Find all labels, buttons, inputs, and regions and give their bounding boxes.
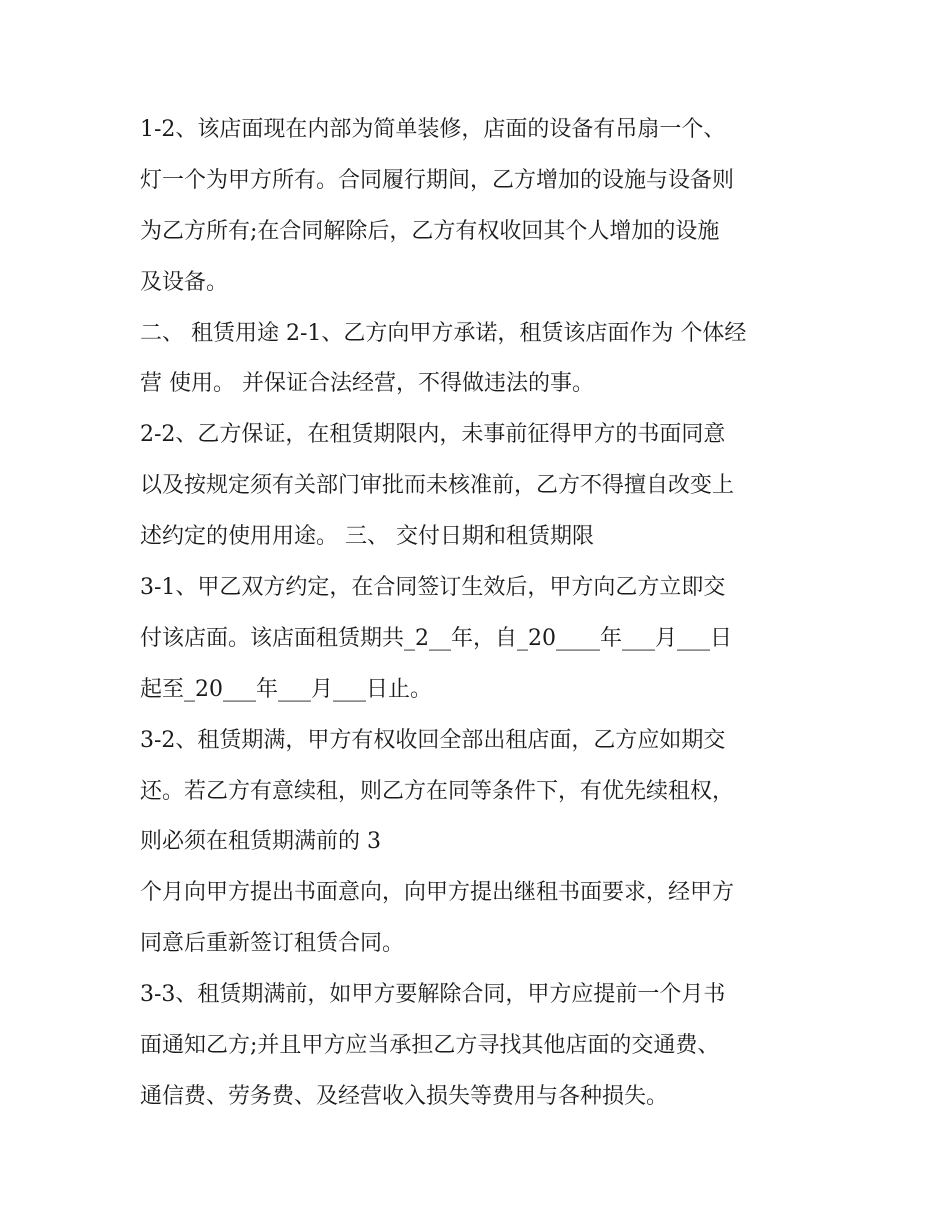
text-line: 通信费、劳务费、及经营收入损失等费用与各种损失。 <box>140 1083 669 1109</box>
text-line: 则必须在租赁期满前的 3 <box>140 829 381 855</box>
text-line: 2-2、乙方保证，在租赁期限内，未事前征得甲方的书面同意 <box>140 422 726 448</box>
text-line: 3-3、租赁期满前，如甲方要解除合同，甲方应提前一个月书 <box>140 982 726 1008</box>
text-line: 灯一个为甲方所有。合同履行期间，乙方增加的设施与设备则 <box>140 167 735 193</box>
text-line: 二、 租赁用途 2-1、乙方向甲方承诺，租赁该店面作为 个体经 <box>140 320 747 346</box>
text-line: 营 使用。 并保证合法经营，不得做违法的事。 <box>140 371 594 397</box>
text-line: 以及按规定须有关部门审批而未核准前，乙方不得擅自改变上 <box>140 473 735 499</box>
text-line: 个月向甲方提出书面意向，向甲方提出继租书面要求，经甲方 <box>140 880 735 906</box>
text-line: 及设备。 <box>140 269 229 295</box>
text-line: 1-2、该店面现在内部为简单装修，店面的设备有吊扇一个、 <box>140 117 726 142</box>
contract-text <box>140 105 830 1123</box>
text-line: 付该店面。该店面租赁期共_2__年，自_20____年___月___日 <box>140 625 732 651</box>
text-line: 起至_20___年___月___日止。 <box>140 676 432 702</box>
text-line: 3-1、甲乙双方约定，在合同签订生效后，甲方向乙方立即交 <box>140 575 726 601</box>
text-line: 还。若乙方有意续租，则乙方在同等条件下，有优先续租权， <box>140 778 735 804</box>
text-line: 同意后重新签订租赁合同。 <box>140 931 405 957</box>
text-line: 3-2、租赁期满，甲方有权收回全部出租店面，乙方应如期交 <box>140 727 726 753</box>
text-line: 述约定的使用用途。 三、 交付日期和租赁期限 <box>140 524 594 550</box>
text-line: 面通知乙方;并且甲方应当承担乙方寻找其他店面的交通费、 <box>140 1033 720 1059</box>
text-line: 为乙方所有;在合同解除后，乙方有权收回其个人增加的设施 <box>140 218 720 244</box>
